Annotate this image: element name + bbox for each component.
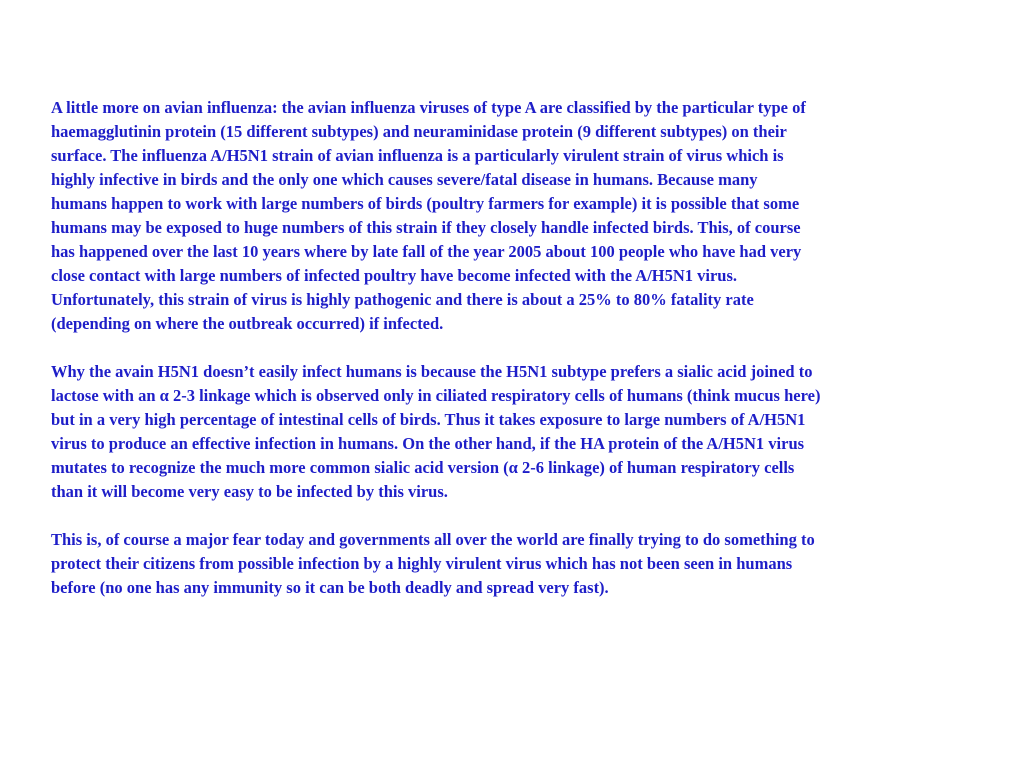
paragraph-avian-influenza-overview: A little more on avian influenza: the avian influenza viruses of type A are classified by the particular type of haemagglutinin protein (15 different subtypes) and neuraminidase protein (9 different subtypes) on their surface. The influenza A/H5N1 strain of avian influenza is a particularly virulent strain of virus which is highly infective in birds and the only one which causes severe/fatal disease in humans. Because many humans happen to work with large numbers of birds (poultry farmers for example) it is possible that some humans may be exposed to huge numbers of this strain if they closely handle infected birds. This, of course has happened over the last 10 years where by late fall of the year 2005 about 100 people who have had very close contact with large numbers of infected poultry have become infected with the A/H5N1 virus. Unfortunately, this strain of virus is highly pathogenic and there is about a 25% to 80% fatality rate (depending on where the outbreak occurred) if infected. [51, 98, 806, 333]
slide-text-body [51, 96, 986, 624]
paragraph-pandemic-fear: This is, of course a major fear today and governments all over the world are finally trying to do something to protect their citizens from possible infection by a highly virulent virus which has not been seen in humans before (no one has any immunity so it can be both deadly and spread very fast). [51, 530, 815, 597]
paragraph-h5n1-sialic-acid: Why the avain H5N1 doesn’t easily infect humans is because the H5N1 subtype prefers a sialic acid joined to lactose with an α 2-3 linkage which is observed only in ciliated respiratory cells of humans (think mucus here) but in a very high percentage of intestinal cells of birds. Thus it takes exposure to large numbers of A/H5N1 virus to produce an effective infection in humans. On the other hand, if the HA protein of the A/H5N1 virus mutates to recognize the much more common sialic acid version (α 2-6 linkage) of human respiratory cells than it will become very easy to be infected by this virus. [51, 362, 821, 501]
